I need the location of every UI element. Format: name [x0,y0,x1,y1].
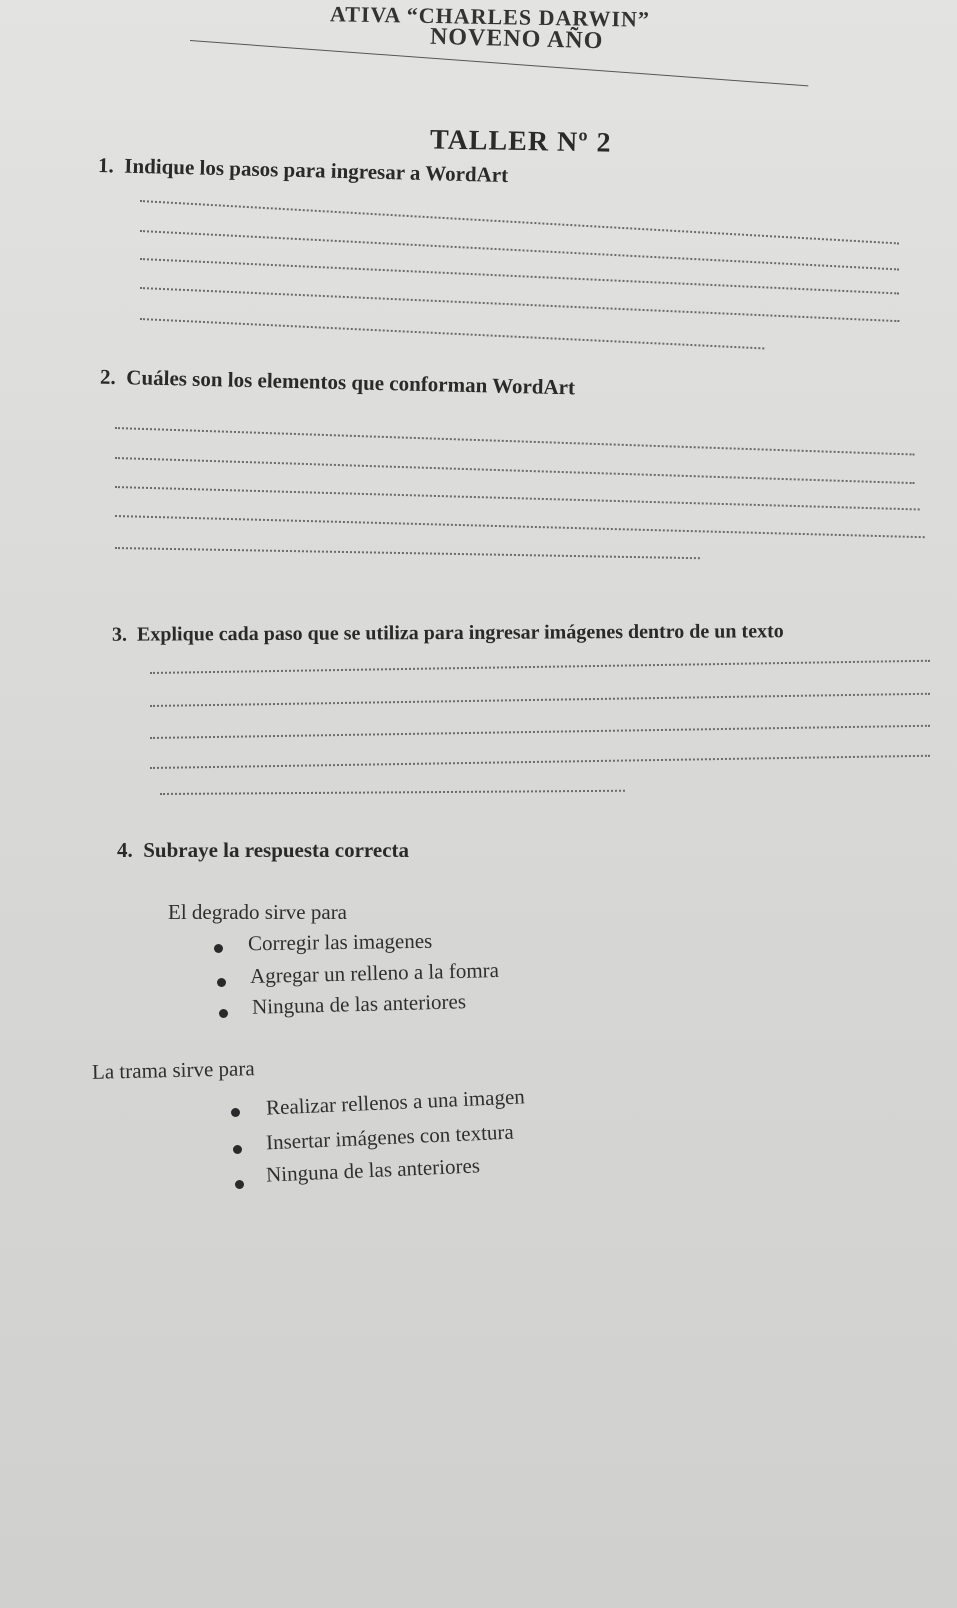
trama-option-2[interactable]: Insertar imágenes con textura [265,1119,515,1155]
worksheet-title: TALLER Nº 2 [429,124,612,159]
trama-option-3[interactable]: Ninguna de las anteriores [265,1153,481,1187]
question-2 [100,365,575,401]
degradado-option-2[interactable]: Agregar un relleno a la fomra [249,957,500,989]
trama-option-1[interactable]: Realizar rellenos a una imagen [265,1084,526,1120]
bullet-icon [217,978,226,987]
school-name-header: ATIVA “CHARLES DARWIN” [329,1,651,32]
question-3 [112,620,784,647]
question-1-number: 1. [97,152,115,178]
bullet-icon [214,944,223,953]
answer-line[interactable] [115,486,920,510]
answer-line[interactable] [115,457,915,484]
answer-line[interactable] [150,660,930,674]
question-2-number: 2. [99,364,117,389]
degradado-option-1[interactable]: Corregir las imagenes [247,928,433,956]
answer-line[interactable] [150,755,930,769]
bullet-icon [231,1108,240,1117]
degradado-prompt: El degrado sirve para [168,900,348,924]
question-4-number: 4. [117,838,133,862]
answer-line[interactable] [140,287,899,322]
question-4 [117,838,409,863]
answer-line[interactable] [115,427,915,456]
question-1 [98,153,509,188]
question-1-text: Indique los pasos para ingresar a WordArt [124,153,509,188]
answer-line[interactable] [115,547,700,559]
question-2-text: Cuáles son los elementos que conforman WordArt [126,365,576,400]
answer-line[interactable] [150,725,930,739]
bullet-icon [219,1009,228,1018]
answer-line[interactable] [160,790,625,795]
question-4-text: Subraye la respuesta correcta [143,838,410,862]
answer-line[interactable] [115,515,925,538]
question-3-number: 3. [111,623,128,646]
answer-line[interactable] [150,693,930,707]
grade-heading: NOVENO AÑO [429,23,604,55]
trama-prompt: La trama sirve para [91,1056,255,1084]
bullet-icon [235,1180,244,1189]
degradado-option-3[interactable]: Ninguna de las anteriores [251,989,467,1019]
question-3-text: Explique cada paso que se utiliza para ingresar imágenes dentro de un texto [136,620,784,646]
bullet-icon [233,1145,242,1154]
answer-line[interactable] [140,318,764,349]
